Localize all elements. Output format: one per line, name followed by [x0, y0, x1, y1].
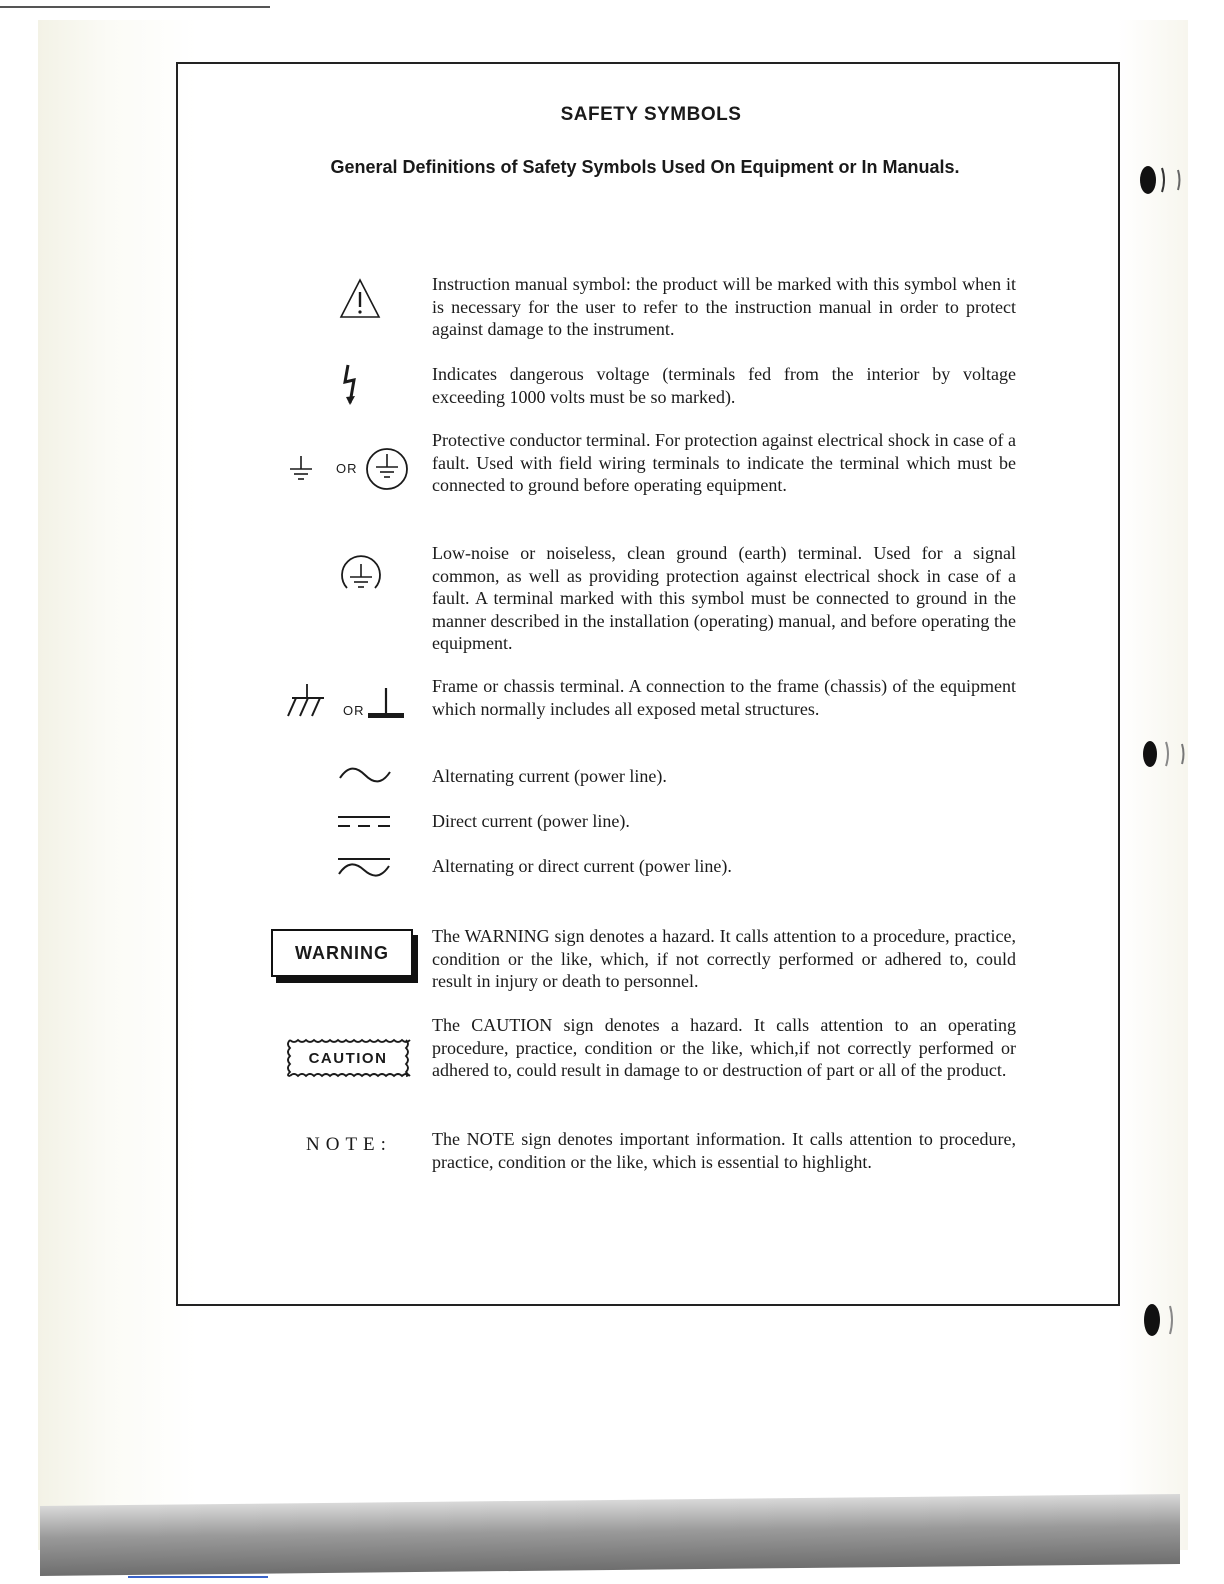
- page-bottom-shadow: [40, 1494, 1180, 1576]
- binder-hole-icon: [1136, 734, 1192, 774]
- instruction-manual-description: Instruction manual symbol: the product will be marked with this symbol when it is necessary for the user to refer to the instruction manual in order to protect against damage to the instrument.: [432, 274, 1016, 340]
- top-scan-rule: [0, 6, 270, 8]
- direct-current-description: Direct current (power line).: [432, 811, 630, 831]
- clean-ground-description: Low-noise or noiseless, clean ground (earth) terminal. Used for a signal common, as well as providing protection against electrical shock in case of a fault. A terminal marked with this symbol must be connected to ground in the manner described in the installation (operating) manual, and before operating the equipment.: [432, 543, 1016, 654]
- frame-ground-icon: [366, 686, 406, 722]
- chassis-ground-icon: [284, 682, 330, 722]
- note-label: NOTE:: [306, 1134, 392, 1155]
- direct-current-icon: [336, 814, 392, 830]
- binder-hole-icon: [1136, 1298, 1192, 1342]
- note-description: The NOTE sign denotes important information. It calls attention to procedure, practice, condition or the like, which is essential to highlight.: [432, 1129, 1016, 1172]
- clean-ground-icon: [338, 554, 384, 600]
- caution-sign: [284, 1036, 412, 1080]
- binder-hole-icon: [1134, 160, 1190, 200]
- dangerous-voltage-icon: [340, 363, 364, 409]
- bottom-scan-rule: [128, 1576, 268, 1578]
- protective-ground-circle-icon: [364, 446, 410, 492]
- page-subtitle: General Definitions of Safety Symbols Used On Equipment or In Manuals.: [330, 157, 960, 177]
- alternating-current-description: Alternating current (power line).: [432, 766, 667, 786]
- or-label: OR: [336, 461, 358, 476]
- ac-or-dc-description: Alternating or direct current (power line).: [432, 856, 732, 876]
- chassis-terminal-description: Frame or chassis terminal. A connection to the frame (chassis) of the equipment which normally includes all exposed metal structures.: [432, 676, 1016, 719]
- alternating-current-icon: [338, 766, 392, 784]
- instruction-manual-triangle-icon: [338, 276, 382, 320]
- page-title: SAFETY SYMBOLS: [560, 104, 742, 125]
- ac-or-dc-icon: [336, 856, 392, 880]
- protective-conductor-description: Protective conductor terminal. For protection against electrical shock in case of a fault. Used with field wiring terminals to indicate the terminal which must be connected to ground before operating equipment.: [432, 430, 1016, 496]
- protective-ground-icon: [288, 454, 314, 494]
- dangerous-voltage-description: Indicates dangerous voltage (terminals fed from the interior by voltage exceeding 1000 volts must be so marked).: [432, 364, 1016, 407]
- warning-sign: WARNING: [271, 929, 413, 977]
- or-label: OR: [343, 703, 365, 718]
- caution-description: The CAUTION sign denotes a hazard. It calls attention to an operating procedure, practice, condition or the like, which,if not correctly performed or adhered to, could result in damage to or destruction of part or all of the product.: [432, 1015, 1016, 1081]
- warning-description: The WARNING sign denotes a hazard. It calls attention to a procedure, practice, condition or the like, which, if not correctly performed or adhered to, could result in injury or death to personnel.: [432, 926, 1016, 992]
- caution-label: CAUTION: [308, 1049, 388, 1067]
